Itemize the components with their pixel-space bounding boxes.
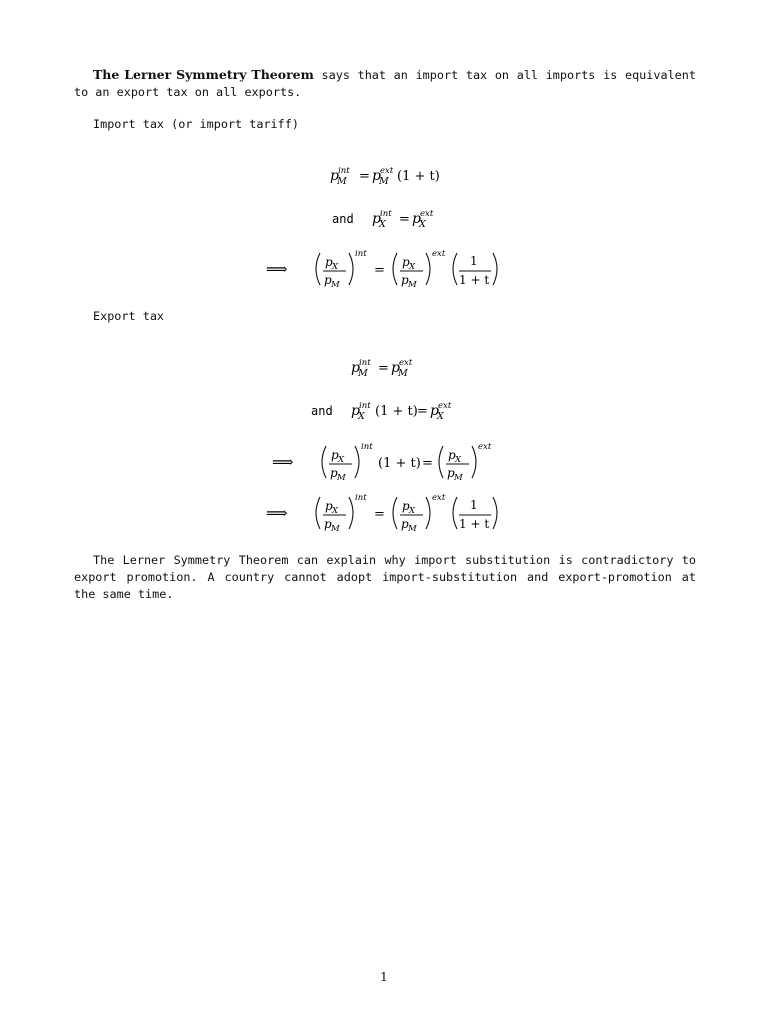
sup-int: int xyxy=(361,442,373,452)
numerator-one: 1 xyxy=(470,498,478,512)
p-symbol: p xyxy=(402,255,410,269)
p-symbol: p xyxy=(402,499,410,513)
sub-M: M xyxy=(331,524,340,534)
equation-export-relative-price xyxy=(0,438,768,486)
intro-paragraph xyxy=(74,66,696,101)
equals-sign: = xyxy=(399,212,410,227)
sup-ext: ext xyxy=(432,249,446,259)
sub-M: M xyxy=(454,473,463,483)
sub-X: X xyxy=(338,455,345,465)
denominator-one-plus-t: 1 + t xyxy=(459,517,490,531)
sub-M: M xyxy=(331,280,340,290)
sub-X: X xyxy=(409,262,416,272)
equation-import-export-price xyxy=(0,205,768,233)
denominator-one-plus-t: 1 + t xyxy=(459,273,490,287)
sub-X: X xyxy=(419,219,426,230)
sub-X: X xyxy=(409,506,416,516)
sub-X: X xyxy=(455,455,462,465)
and-word: and xyxy=(311,404,333,418)
sup-int: int xyxy=(355,249,367,259)
equals-sign: = xyxy=(374,507,385,522)
sup-ext: ext xyxy=(399,358,413,368)
p-symbol: p xyxy=(448,448,456,462)
sup-int: int xyxy=(359,358,371,368)
p-symbol: p xyxy=(372,168,381,184)
sub-M: M xyxy=(379,176,389,187)
sub-X: X xyxy=(379,219,386,230)
sub-M: M xyxy=(358,368,368,379)
p-symbol: p xyxy=(351,403,360,419)
sub-M: M xyxy=(398,368,408,379)
equation-export-price xyxy=(0,397,768,425)
implies-arrow: ⟹ xyxy=(266,260,288,278)
p-symbol: p xyxy=(324,517,332,531)
import-tax-heading: Import tax (or import tariff) xyxy=(93,117,299,131)
sup-int: int xyxy=(355,493,367,503)
export-tax-heading: Export tax xyxy=(93,309,165,323)
p-symbol: p xyxy=(412,211,421,227)
equals-sign: = xyxy=(422,456,433,471)
equals-sign: = xyxy=(378,361,389,376)
p-symbol: p xyxy=(351,360,360,376)
implies-arrow: ⟹ xyxy=(266,504,288,522)
conclusion-paragraph: The Lerner Symmetry Theorem can explain why import substitution is contradictory to export promotion. A country cannot adopt import-substitution and export-promotion at the same time. xyxy=(74,553,696,601)
sup-ext: ext xyxy=(478,442,492,452)
equals-sign: = xyxy=(374,263,385,278)
theorem-name: The Lerner Symmetry Theorem xyxy=(93,67,314,82)
p-symbol: p xyxy=(325,499,333,513)
p-symbol: p xyxy=(331,448,339,462)
tax-factor: (1 + t) xyxy=(397,169,440,184)
sub-X: X xyxy=(332,262,339,272)
p-symbol: p xyxy=(401,517,409,531)
sub-M: M xyxy=(337,473,346,483)
page-number: 1 xyxy=(380,970,388,984)
and-word: and xyxy=(332,212,354,226)
sup-int: int xyxy=(338,166,350,176)
sub-X: X xyxy=(332,506,339,516)
p-symbol: p xyxy=(372,211,381,227)
numerator-one: 1 xyxy=(470,254,478,268)
equation-export-import-price xyxy=(0,354,768,382)
sup-ext: ext xyxy=(420,209,434,219)
intro-text: says that an import tax on all imports is equivalent to an export tax on all exports. xyxy=(74,68,696,99)
equation-import-relative-price xyxy=(0,245,768,293)
p-symbol: p xyxy=(430,403,439,419)
sub-M: M xyxy=(337,176,347,187)
p-symbol: p xyxy=(325,255,333,269)
sup-int: int xyxy=(359,401,371,411)
sub-M: M xyxy=(408,524,417,534)
equation-import-price xyxy=(0,162,768,190)
p-symbol: p xyxy=(330,466,338,480)
sup-ext: ext xyxy=(432,493,446,503)
tax-factor: (1 + t) xyxy=(375,404,418,419)
sup-ext: ext xyxy=(438,401,452,411)
implies-arrow: ⟹ xyxy=(272,453,294,471)
sup-ext: ext xyxy=(380,166,394,176)
p-symbol: p xyxy=(330,168,339,184)
sup-int: int xyxy=(380,209,392,219)
equals-sign: = xyxy=(417,404,428,419)
equation-export-relative-price-result xyxy=(0,489,768,537)
p-symbol: p xyxy=(401,273,409,287)
tax-factor: (1 + t) xyxy=(378,456,421,471)
sub-M: M xyxy=(408,280,417,290)
p-symbol: p xyxy=(391,360,400,376)
sub-X: X xyxy=(437,411,444,422)
sub-X: X xyxy=(358,411,365,422)
p-symbol: p xyxy=(324,273,332,287)
p-symbol: p xyxy=(447,466,455,480)
equals-sign: = xyxy=(359,169,370,184)
